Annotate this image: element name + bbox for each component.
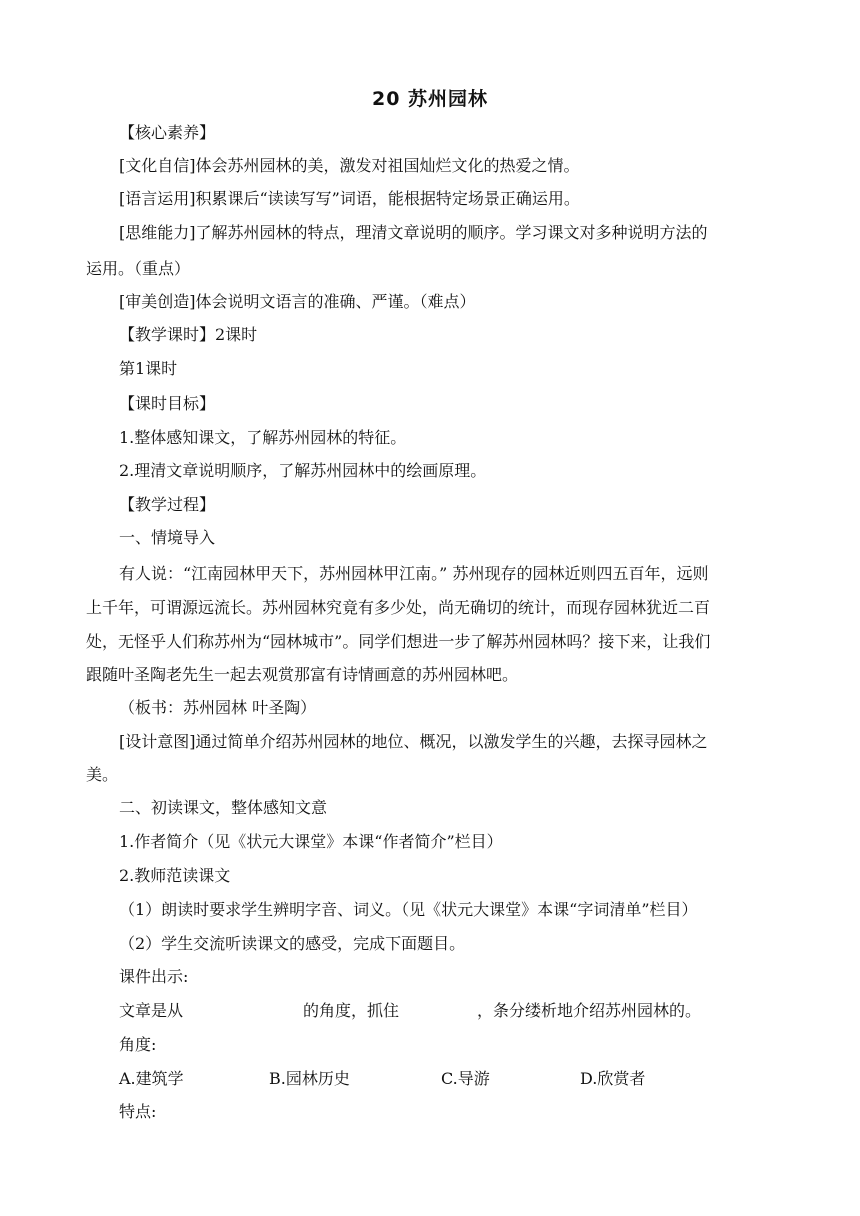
subheading: 二、初读课文，整体感知文意 — [119, 798, 328, 817]
option-d: D.欣赏者 — [580, 1069, 646, 1088]
section-heading-goals: 【课时目标】 — [119, 394, 216, 413]
text-line: （1）朗读时要求学生辨明字音、词义。（见《状元大课堂》本课“字词清单”栏目） — [119, 900, 698, 919]
text-line: （2）学生交流听读课文的感受，完成下面题目。 — [119, 934, 466, 953]
subheading: 一、情境导入 — [119, 528, 216, 547]
text-line: 处，无怪乎人们称苏州为“园林城市”。同学们想进一步了解苏州园林吗？接下来，让我们 — [86, 632, 711, 651]
text-line: 2.理清文章说明顺序，了解苏州园林中的绘画原理。 — [119, 461, 487, 480]
text-line: 2.教师范读课文 — [119, 866, 231, 885]
option-a: A.建筑学 — [119, 1069, 184, 1088]
text-line: （板书：苏州园林 叶圣陶） — [119, 698, 317, 717]
text-line: 1.作者简介（见《状元大课堂》本课“作者简介”栏目） — [119, 832, 503, 851]
text-line: 上千年，可谓源远流长。苏州园林究竟有多少处，尚无确切的统计，而现存园林犹近二百 — [86, 598, 711, 617]
text-line: 第1课时 — [119, 359, 178, 378]
text-line: 跟随叶圣陶老先生一起去观赏那富有诗情画意的苏州园林吧。 — [86, 665, 519, 684]
section-heading-core: 【核心素养】 — [119, 123, 216, 142]
text-line: 角度: — [119, 1035, 157, 1054]
text-line: [审美创造]体会说明文语言的准确、严谨。（难点） — [119, 292, 476, 311]
text-line: 课件出示: — [119, 967, 189, 986]
text-line: 有人说：“江南园林甲天下，苏州园林甲江南。” 苏州现存的园林近则四五百年，远则 — [119, 564, 709, 583]
text-line: [思维能力]了解苏州园林的特点，理清文章说明的顺序。学习课文对多种说明方法的 — [119, 223, 708, 242]
fill-in-sentence — [119, 1000, 701, 1022]
option-b: B.园林历史 — [269, 1069, 350, 1088]
fill-text-b: 的角度，抓住 — [303, 1001, 400, 1020]
text-line: [设计意图]通过简单介绍苏州园林的地位、概况，以激发学生的兴趣，去探寻园林之 — [119, 732, 708, 751]
fill-text-c: ，条分缕析地介绍苏州园林的。 — [477, 1001, 702, 1020]
text-line: [语言运用]积累课后“读读写写”词语，能根据特定场景正确运用。 — [119, 189, 580, 208]
section-heading-hours: 【教学课时】2课时 — [119, 325, 258, 344]
section-heading-process: 【教学过程】 — [119, 495, 216, 514]
fill-text-a: 文章是从 — [119, 1001, 184, 1020]
text-line: 美。 — [86, 765, 119, 784]
text-line: [文化自信]体会苏州园林的美，激发对祖国灿烂文化的热爱之情。 — [119, 156, 580, 175]
page-title: 20 苏州园林 — [371, 88, 489, 110]
text-line: 特点: — [119, 1102, 157, 1121]
text-line: 1.整体感知课文，了解苏州园林的特征。 — [119, 428, 407, 447]
option-c: C.导游 — [441, 1069, 490, 1088]
text-line: 运用。（重点） — [86, 259, 191, 278]
